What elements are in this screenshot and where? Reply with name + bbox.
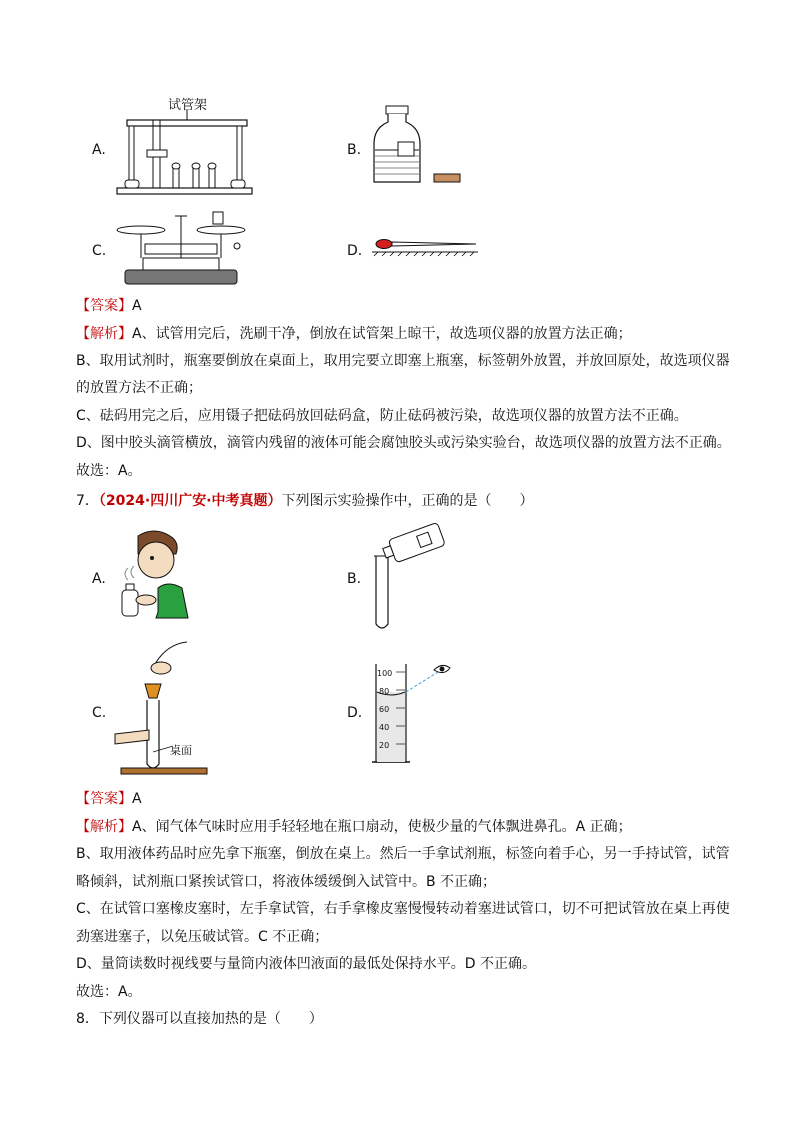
balance-scale-figure bbox=[115, 208, 245, 290]
q6-option-a-label: A. bbox=[92, 142, 106, 158]
q6-option-d-label: D. bbox=[347, 243, 363, 259]
table-surface-caption: 桌面 bbox=[170, 744, 192, 757]
inserting-stopper-figure bbox=[115, 640, 215, 778]
analysis-tag: 【解析】 bbox=[76, 819, 132, 835]
q7-analysis-line: 劲塞进塞子，以免压破试管。C 不正确； bbox=[76, 929, 329, 945]
q7-analysis-line: 略倾斜，试剂瓶口紧挨试管口，将液体缓缓倒入试管中。B 不正确； bbox=[76, 874, 497, 890]
cylinder-tick-40: 40 bbox=[379, 723, 390, 732]
q7-analysis-line: C、在试管口塞橡皮塞时，左手拿试管，右手拿橡皮塞慢慢转动着塞进试管口，切不可把试管放在桌上再使 bbox=[76, 901, 730, 917]
q7-option-b-label: B. bbox=[347, 571, 362, 587]
analysis-tag: 【解析】 bbox=[76, 326, 132, 342]
cylinder-tick-60: 60 bbox=[379, 705, 390, 714]
q8-question-stem: 8．下列仪器可以直接加热的是（ ） bbox=[76, 1011, 323, 1027]
smelling-gas-figure bbox=[118, 528, 190, 624]
q6-analysis-line: B、取用试剂时，瓶塞要倒放在桌面上，取用完要立即塞上瓶塞，标签朝外放置，并放回原处，故选项仪器 bbox=[76, 353, 730, 369]
question-source: （2024·四川广安·中考真题） bbox=[98, 493, 282, 509]
q6-option-b-label: B. bbox=[347, 142, 362, 158]
answer-tag: 【答案】 bbox=[76, 298, 132, 314]
q7-question-stem: 7．（2024·四川广安·中考真题）下列图示实验操作中，正确的是（ ） bbox=[76, 493, 534, 509]
q7-option-a-label: A. bbox=[92, 571, 106, 587]
answer-tag: 【答案】 bbox=[76, 791, 132, 807]
pouring-liquid-figure bbox=[368, 524, 448, 634]
answer-value: A bbox=[132, 791, 142, 807]
cylinder-tick-80: 80 bbox=[379, 687, 390, 696]
answer-value: A bbox=[132, 298, 142, 314]
test-tube-rack-figure bbox=[115, 110, 255, 200]
q7-answer bbox=[76, 789, 142, 809]
q6-answer bbox=[76, 296, 142, 316]
q6-option-c-label: C. bbox=[92, 243, 107, 259]
q6-analysis-line: 故选：A。 bbox=[76, 463, 142, 479]
q7-option-c-label: C. bbox=[92, 705, 107, 721]
dropper-figure bbox=[372, 236, 482, 258]
q7-option-d-label: D. bbox=[347, 705, 363, 721]
q6-analysis-line: 【解析】A、试管用完后，洗刷干净，倒放在试管架上晾干，故选项仪器的放置方法正确； bbox=[76, 326, 632, 342]
q6-analysis-line: 的放置方法不正确； bbox=[76, 380, 202, 396]
q6-analysis-line: D、图中胶头滴管横放，滴管内残留的液体可能会腐蚀胶头或污染实验台，故选项仪器的放置方法不正确。 bbox=[76, 435, 731, 451]
q6-analysis-line: C、砝码用完之后，应用镊子把砝码放回砝码盒，防止砝码被污染，故选项仪器的放置方法不正确。 bbox=[76, 408, 688, 424]
reagent-bottle-figure bbox=[370, 104, 470, 190]
test-tube-rack-caption: 试管架 bbox=[168, 98, 208, 113]
q7-analysis-line: 【解析】A、闻气体气味时应用手轻轻地在瓶口扇动，使极少量的气体飘进鼻孔。A 正确； bbox=[76, 819, 632, 835]
q7-analysis-line: D、量筒读数时视线要与量筒内液体凹液面的最低处保持水平。D 不正确。 bbox=[76, 956, 537, 972]
cylinder-tick-20: 20 bbox=[379, 741, 390, 750]
q7-analysis-line: 故选：A。 bbox=[76, 984, 142, 1000]
cylinder-tick-100: 100 bbox=[377, 669, 393, 678]
q7-analysis-line: B、取用液体药品时应先拿下瓶塞，倒放在桌上。然后一手拿试剂瓶，标签向着手心，另一手持试管，试管 bbox=[76, 846, 730, 862]
